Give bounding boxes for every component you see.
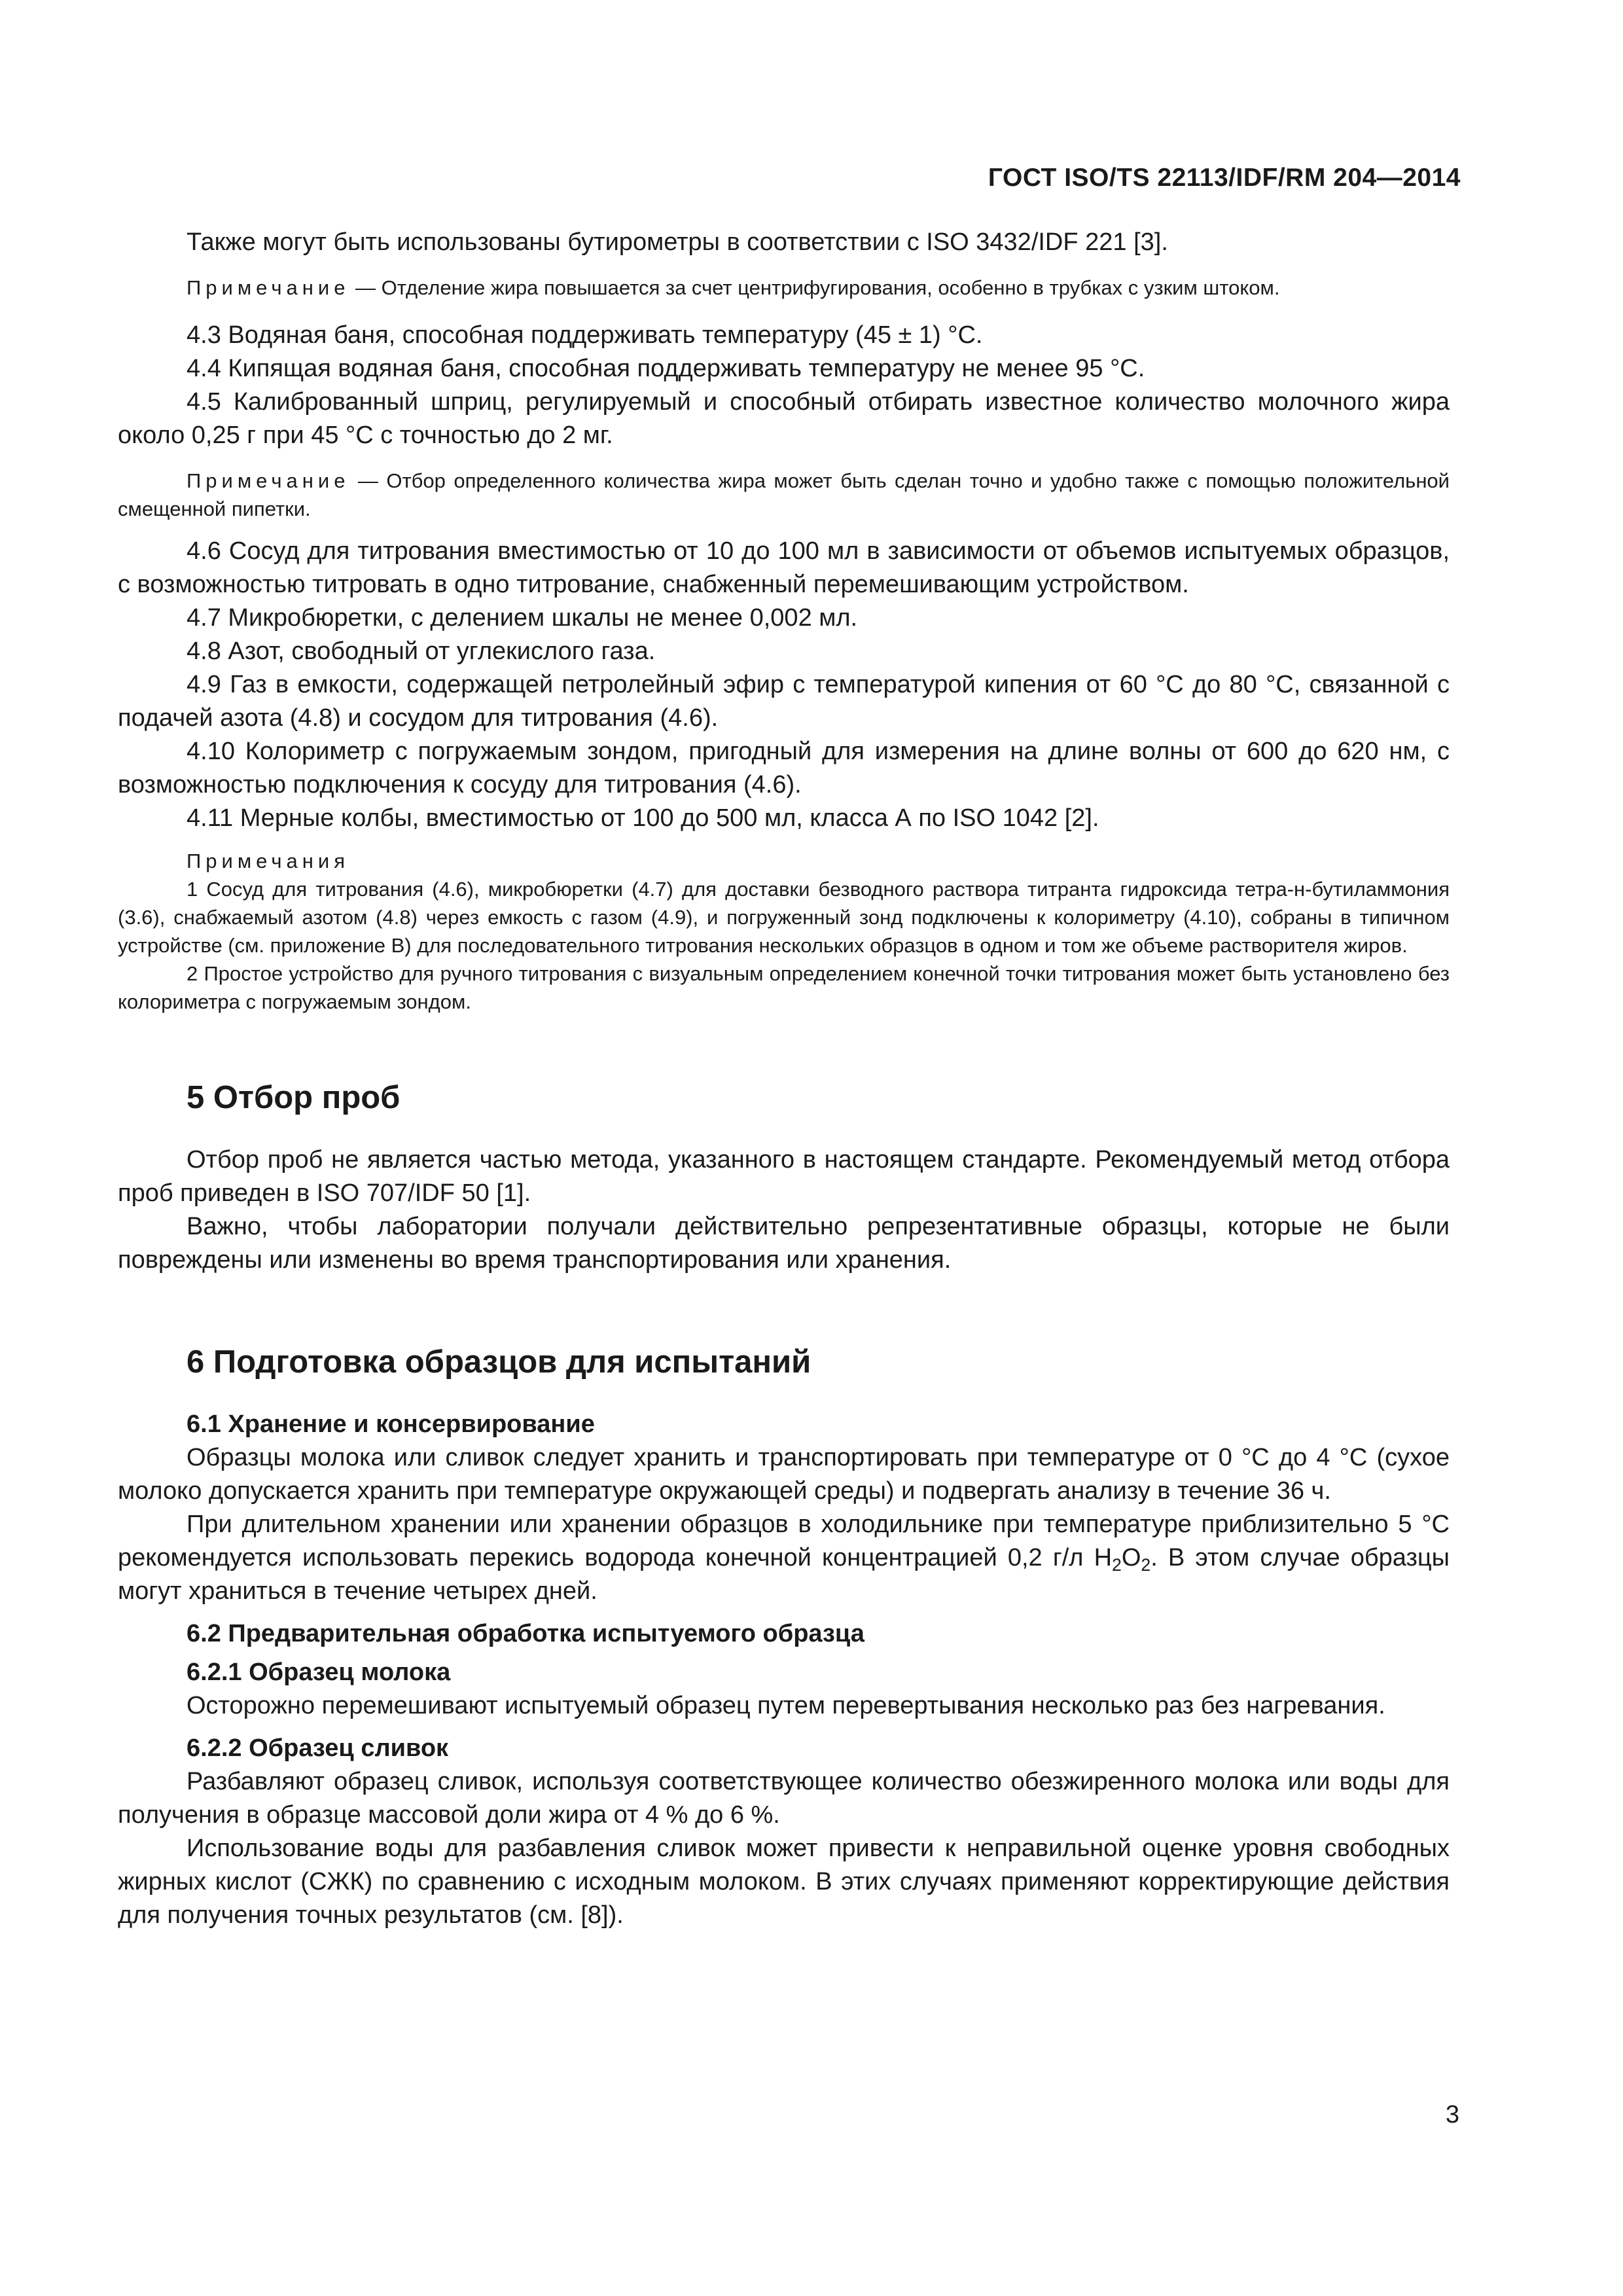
document-header: ГОСТ ISO/TS 22113/IDF/RM 204—2014 xyxy=(988,164,1461,192)
section-5-heading: 5 Отбор проб xyxy=(187,1080,401,1115)
section-6-1-heading: 6.1 Хранение и консервирование xyxy=(187,1410,595,1438)
section-6-2-2-heading: 6.2.2 Образец сливок xyxy=(187,1734,449,1762)
section-6-1-paragraph-2 xyxy=(118,1508,1450,1608)
page-number: 3 xyxy=(1445,2101,1459,2128)
document-body xyxy=(118,226,1450,1932)
clause-4-5: 4.5 Калиброванный шприц, регулируемый и способный отбирать известное количество молочного жира около 0,25 г при 45 °С с точностью до 2 мг. xyxy=(118,388,1450,449)
clause-4-9: 4.9 Газ в емкости, содержащей петролейный эфир с температурой кипения от 60 °С до 80 °С, связанной с подачей азота (4.8) и сосудом для титрования (4.6). xyxy=(118,671,1450,732)
note-pipette xyxy=(118,467,1450,523)
clause-4-3: 4.3 Водяная баня, способная поддерживать температуру (45 ± 1) °С. xyxy=(187,321,983,349)
note-label: Примечание xyxy=(187,469,350,492)
text-run: . В этом случае образцы могут храниться в течение четырех дней. xyxy=(118,1544,1450,1605)
note-text: — Отделение жира повышается за счет центрифугирования, особенно в трубках с узким штоком. xyxy=(349,276,1280,299)
section-6-2-1-heading: 6.2.1 Образец молока xyxy=(187,1659,451,1686)
clause-4-7: 4.7 Микробюретки, с делением шкалы не менее 0,002 мл. xyxy=(187,604,858,632)
section-5-paragraph-1: Отбор проб не является частью метода, указанного в настоящем стандарте. Рекомендуемый метод отбора проб приведен в ISO 707/IDF 50 [1]. xyxy=(118,1146,1450,1207)
note-2: 2 Простое устройство для ручного титрования с визуальным определением конечной точки титрования может быть установлено без колориметра с погружаемым зондом. xyxy=(118,962,1450,1013)
subscript: 2 xyxy=(1112,1555,1122,1575)
text-run: O xyxy=(1121,1544,1141,1571)
notes-heading: Примечания xyxy=(187,850,349,872)
section-5-paragraph-2: Важно, чтобы лаборатории получали действительно репрезентативные образцы, которые не были повреждены или изменены во время транспортирования или хранения. xyxy=(118,1213,1450,1274)
section-6-1-paragraph-1: Образцы молока или сливок следует хранить и транспортировать при температуре от 0 °С до 4 °С (сухое молоко допускается хранить при температуре окружающей среды) и подвергать анализу в течение 36 ч. xyxy=(118,1444,1450,1505)
clause-4-11: 4.11 Мерные колбы, вместимостью от 100 до 500 мл, класса А по ISO 1042 [2]. xyxy=(187,804,1099,832)
clause-4-8: 4.8 Азот, свободный от углекислого газа. xyxy=(187,637,656,665)
note-label: Примечание xyxy=(187,276,350,299)
section-6-2-1-paragraph: Осторожно перемешивают испытуемый образец путем перевертывания несколько раз без нагревания. xyxy=(187,1692,1385,1719)
section-6-heading: 6 Подготовка образцов для испытаний xyxy=(187,1344,812,1380)
clause-4-6: 4.6 Сосуд для титрования вместимостью от 10 до 100 мл в зависимости от объемов испытуемых образцов, с возможностью титровать в одно титрование, снабженный перемешивающим устройством. xyxy=(118,537,1450,598)
section-6-2-heading: 6.2 Предварительная обработка испытуемого образца xyxy=(187,1620,865,1647)
note-1: 1 Сосуд для титрования (4.6), микробюретки (4.7) для доставки безводного раствора титранта гидроксида тетра-н-бутиламмония (3.6), снабжаемый азотом (4.8) через емкость с газом (4.9), и погруженный зонд подключены к колориметру (4.10), собраны в типичном устройстве (см. приложение В) для последовательного титрования нескольких образцов в одном и том же объеме растворителя жиров. xyxy=(118,878,1450,957)
note-fat-separation xyxy=(118,274,1450,302)
clause-4-10: 4.10 Колориметр с погружаемым зондом, пригодный для измерения на длине волны от 600 до 620 нм, с возможностью подключения к сосуду для титрования (4.6). xyxy=(118,738,1450,798)
clause-4-4: 4.4 Кипящая водяная баня, способная поддерживать температуру не менее 95 °С. xyxy=(187,355,1145,382)
section-6-2-2-paragraph-1: Разбавляют образец сливок, используя соответствующее количество обезжиренного молока или воды для получения в образце массовой доли жира от 4 % до 6 %. xyxy=(118,1768,1450,1829)
subscript: 2 xyxy=(1141,1555,1151,1575)
note-text: — Отбор определенного количества жира может быть сделан точно и удобно также с помощью положительной смещенной пипетки. xyxy=(118,469,1450,520)
paragraph-butyrometers: Также могут быть использованы бутирометры в соответствии с ISO 3432/IDF 221 [3]. xyxy=(187,228,1168,256)
text-run: При длительном хранении или хранении образцов в холодильнике при температуре приблизительно 5 °С рекомендуется использовать перекись водорода конечной концентрацией 0,2 г/л H xyxy=(118,1511,1450,1571)
section-6-2-2-paragraph-2: Использование воды для разбавления сливок может привести к неправильной оценке уровня свободных жирных кислот (СЖК) по сравнению с исходным молоком. В этих случаях применяют корректирующие действия для получения точных результатов (см. [8]). xyxy=(118,1835,1450,1929)
